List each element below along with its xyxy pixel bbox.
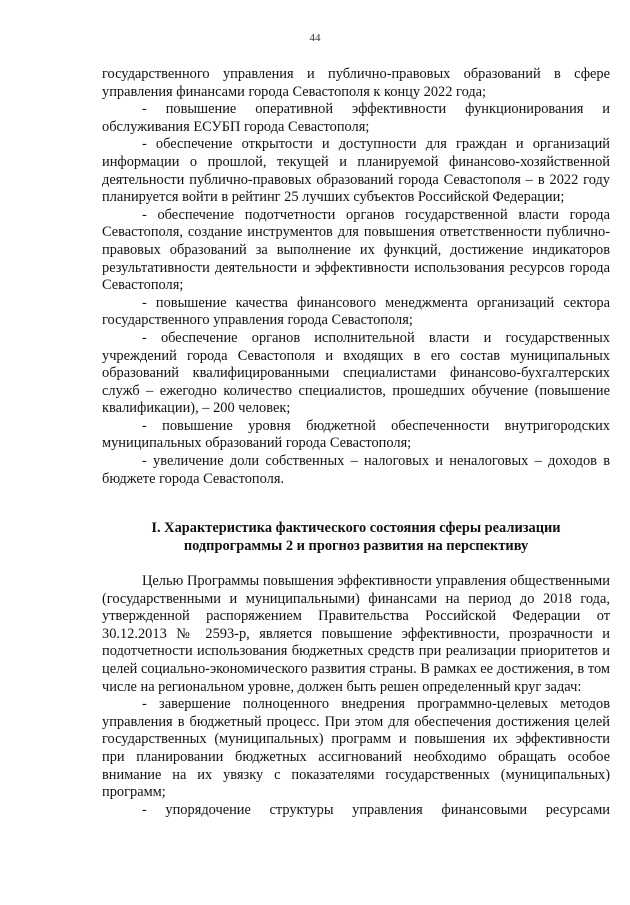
list-item: - завершение полноценного внедрения программно-целевых методов управления в бюджетный процесс. При этом для обеспечения достижения целей государственных (муниципальных) программ и повышения их эффективности при планировании бюджетных ассигнований необходимо обращать особое внимание на их увязку с показателями государственных (муниципальных) программ; xyxy=(102,696,610,801)
paragraph: Целью Программы повышения эффективности управления общественными (государственными и муниципальными) финансами на период до 2018 года, утвержденной распоряжением Правительства Российской Федерации от 30.12.2013 № 2593-р, является повышение эффективности, прозрачности и подотчетности использования бюджетных средств при реализации приоритетов и целей социально-экономического развития страны. В рамках ее достижения, в том числе на региональном уровне, должен быть решен определенный круг задач: xyxy=(102,573,610,695)
list-item: - повышение оперативной эффективности функционирования и обслуживания ЕСУБП города Севастополя; xyxy=(102,101,610,135)
page-number: 44 xyxy=(309,32,321,44)
section-heading xyxy=(102,519,610,555)
list-item: - повышение качества финансового менеджмента организаций сектора государственного управления города Севастополя; xyxy=(102,294,610,329)
heading-line-2: подпрограммы 2 и прогноз развития на перспективу xyxy=(183,538,529,554)
list-item: - обеспечение органов исполнительной власти и государственных учреждений города Севастополя и входящих в его состав муниципальных образований квалифицированными специалистами финансово-бухгалтерских служб – ежегодно количество специалистов, прошедших обучение (повышение квалификации), – 200 человек; xyxy=(102,329,610,417)
list-item: - обеспечение подотчетности органов государственной власти города Севастополя, создание инструментов для повышения ответственности публично-правовых образований за выполнение их функций, достижение индикаторов результативности деятельности и эффективности использования ресурсов города Севастополя; xyxy=(102,206,610,294)
list-item: - обеспечение открытости и доступности для граждан и организаций информации о прошлой, текущей и планируемой финансово-хозяйственной деятельности публично-правовых образований города Севастополя – в 2022 году планируется войти в рейтинг 25 лучших субъектов Российской Федерации; xyxy=(102,136,610,206)
text-block-characteristics xyxy=(102,573,610,819)
heading-line-1: I. Характеристика фактического состояния сферы реализации xyxy=(151,520,561,536)
list-item: - повышение уровня бюджетной обеспеченности внутригородских муниципальных образований города Севастополя; xyxy=(102,417,610,452)
list-item: - увеличение доли собственных – налоговых и неналоговых – доходов в бюджете города Севастополя. xyxy=(102,453,610,487)
list-item: - упорядочение структуры управления финансовыми ресурсами xyxy=(142,801,610,818)
paragraph: государственного управления и публично-правовых образований в сфере управления финансами города Севастополя к концу 2022 года; xyxy=(102,66,610,100)
text-block-goals xyxy=(102,66,610,488)
